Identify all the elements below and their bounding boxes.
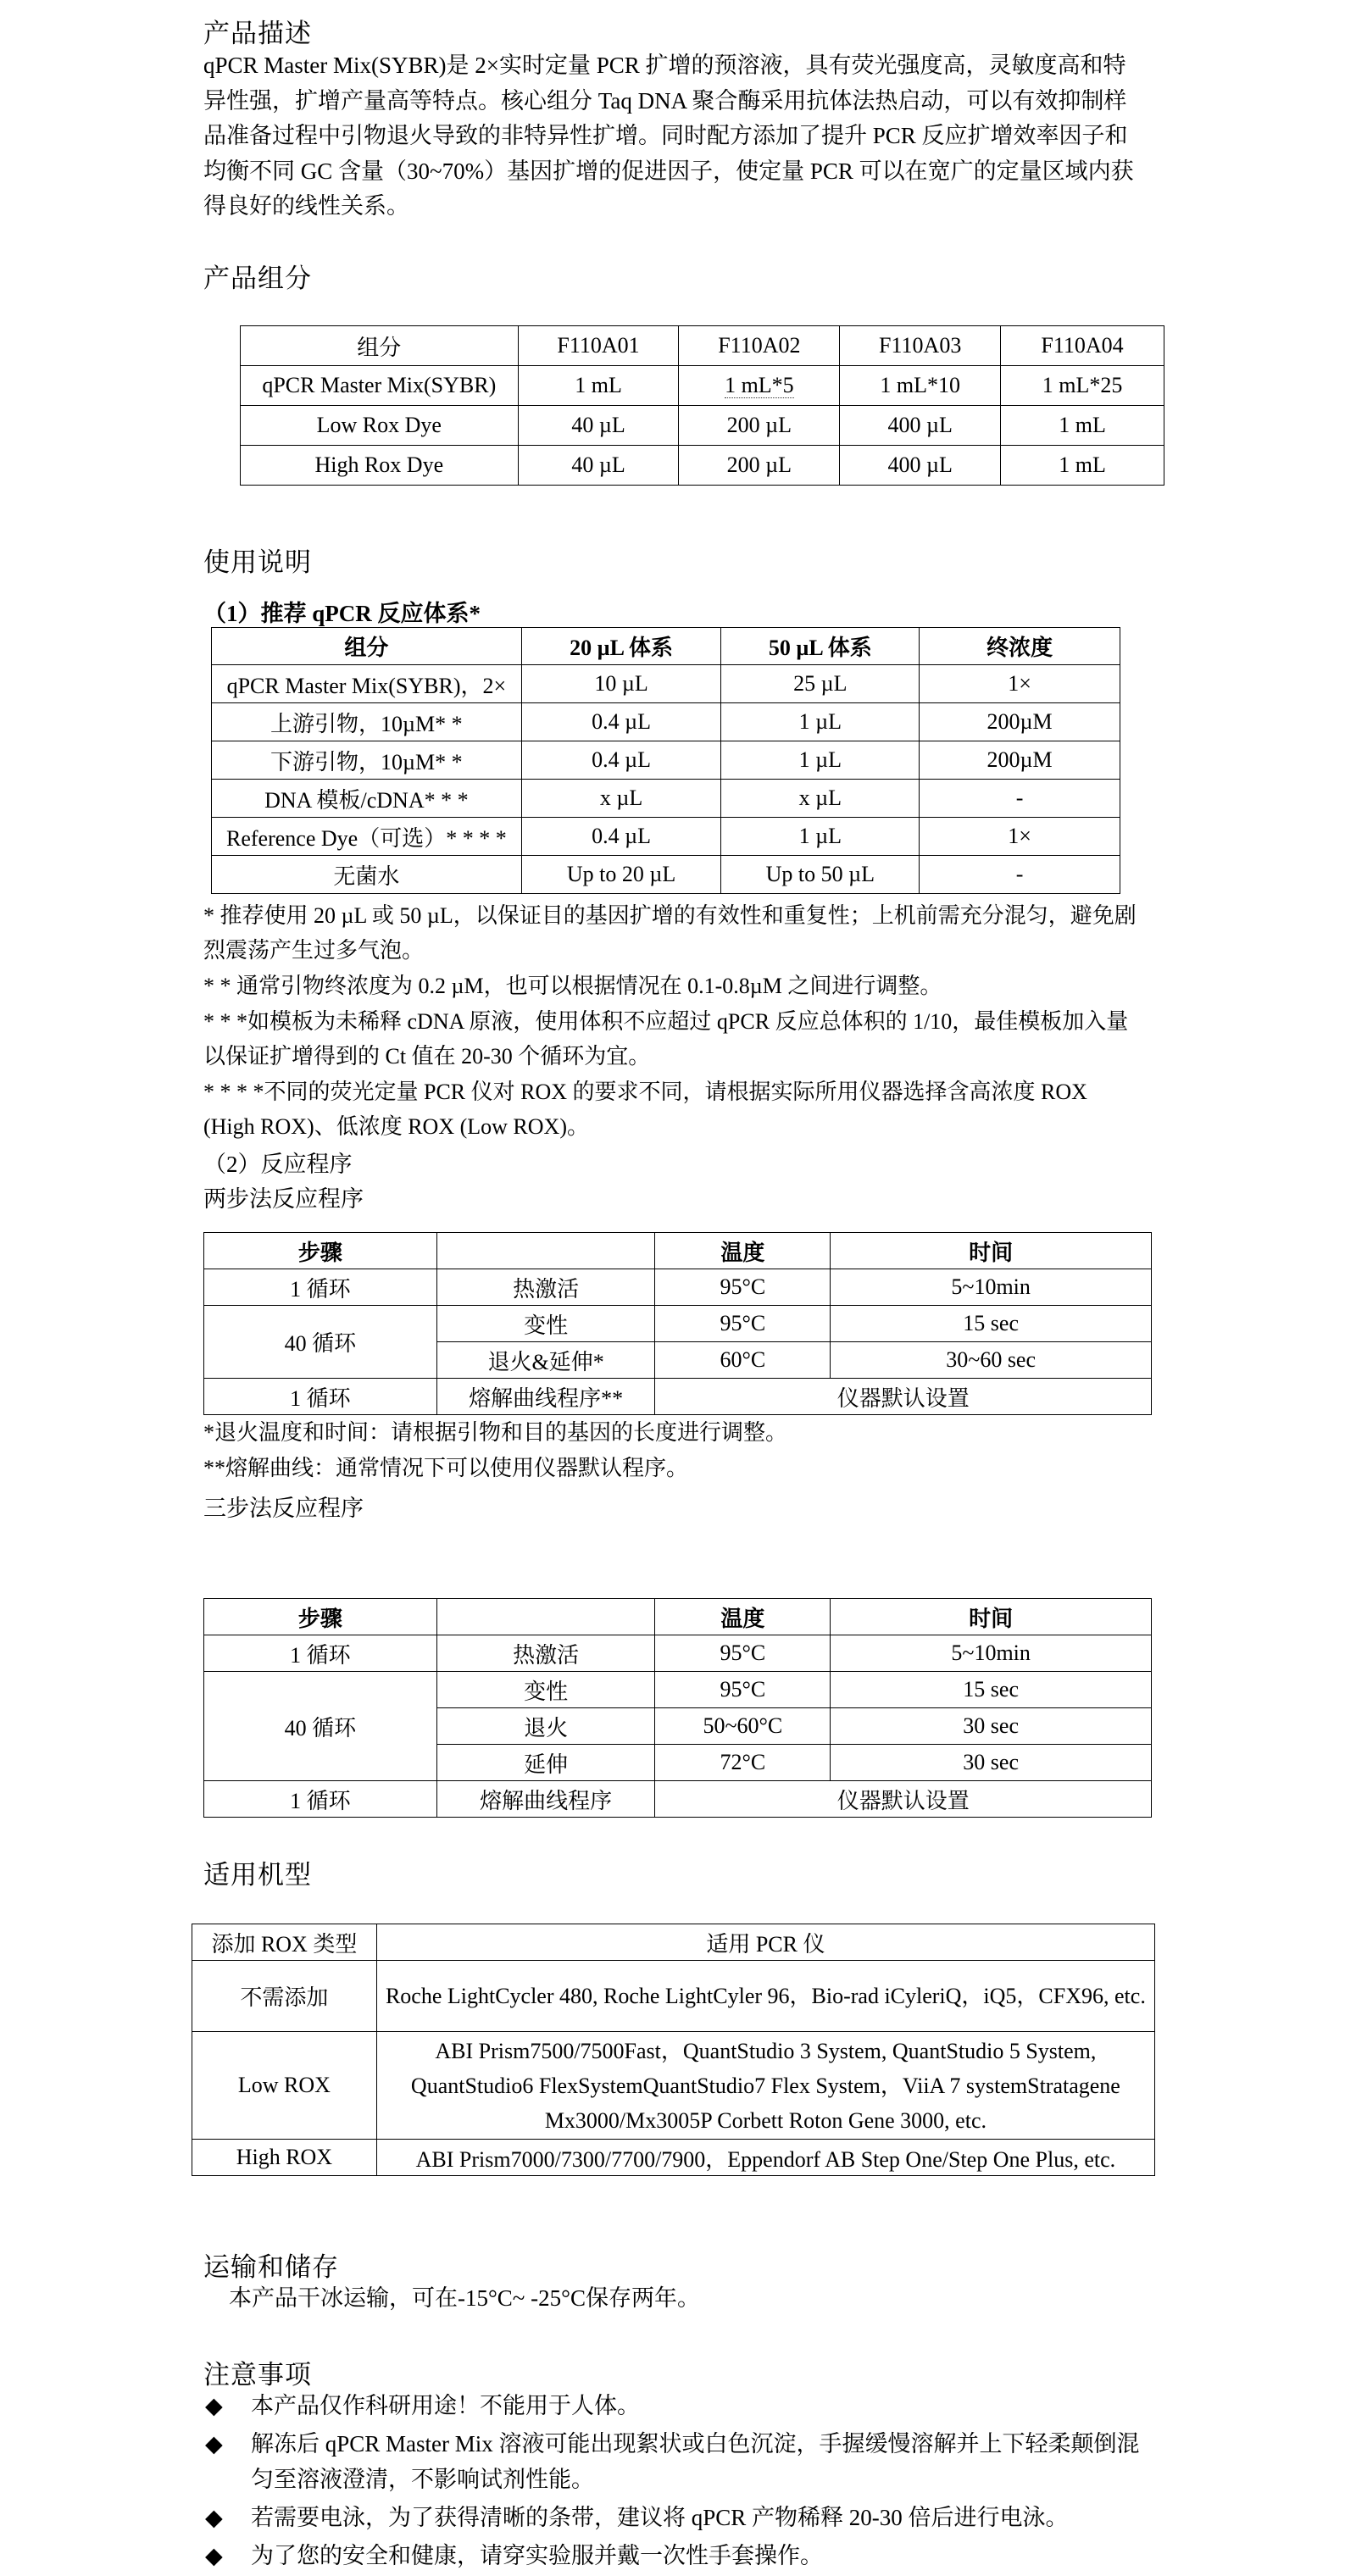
table-cell: 200 µL (679, 446, 840, 486)
table-cell: 15 sec (831, 1672, 1152, 1708)
table-cell (679, 366, 840, 406)
table-cell: 15 sec (831, 1306, 1152, 1342)
table-cell: 0.4 µL (521, 818, 721, 856)
reaction-note: * * 通常引物终浓度为 0.2 µM，也可以根据情况在 0.1-0.8µM 之间进行调整。 (203, 974, 942, 998)
table-cell: 1 循环 (204, 1781, 437, 1818)
table-header-cell: 终浓度 (920, 628, 1120, 665)
usage-heading: 使用说明 (203, 547, 312, 577)
table-header-row (204, 1599, 1152, 1635)
table-header-cell: 组分 (241, 326, 519, 366)
list-item (203, 2388, 1153, 2423)
storage-heading: 运输和储存 (203, 2252, 339, 2282)
reaction-note: * * *如模板为未稀释 cDNA 原液，使用体积不应超过 qPCR 反应总体积的 1/10，最佳模板加入量以保证扩增得到的 Ct 值在 20-30 个循环为宜。 (203, 1009, 1129, 1069)
table-cell: 上游引物，10µM* * (212, 703, 522, 741)
table-cell: qPCR Master Mix(SYBR)，2× (212, 665, 522, 703)
table-header-cell: 适用 PCR 仪 (376, 1924, 1154, 1961)
table-cell: ABI Prism7000/7300/7700/7900，Eppendorf AB Step One/Step One Plus, etc. (376, 2140, 1154, 2176)
table-cell: 热激活 (436, 1269, 655, 1306)
table-cell: 72°C (655, 1745, 831, 1781)
table-row (192, 1961, 1155, 2032)
table-cell: 30 sec (831, 1708, 1152, 1745)
table-cell: x µL (721, 780, 920, 818)
desc-paragraph (203, 48, 1144, 225)
table-cell: 95°C (655, 1306, 831, 1342)
table-header-cell: F110A01 (518, 326, 679, 366)
table-cell: - (920, 856, 1120, 894)
table-cell: 5~10min (831, 1635, 1152, 1672)
two-step-notes (203, 1415, 1144, 1486)
two-step-title: 两步法反应程序 (203, 1186, 364, 1212)
table-cell: 延伸 (436, 1745, 655, 1781)
table-cell: - (920, 780, 1120, 818)
table-header-cell: F110A03 (840, 326, 1001, 366)
table-cell: 1 µL (721, 818, 920, 856)
table-header-row (241, 326, 1164, 366)
table-header-cell: 温度 (655, 1233, 831, 1269)
table-cell: 95°C (655, 1672, 831, 1708)
table-cell: x µL (521, 780, 721, 818)
desc-heading: 产品描述 (203, 19, 312, 48)
table-cell: 下游引物，10µM* * (212, 741, 522, 780)
table-cell: 1 循环 (204, 1379, 437, 1415)
list-item (203, 2500, 1153, 2535)
table-header-row (204, 1233, 1152, 1269)
table-cell: Low ROX (192, 2032, 377, 2140)
table-cell: 200 µL (679, 406, 840, 446)
table-cell: 400 µL (840, 446, 1001, 486)
reaction-table (211, 627, 1120, 894)
table-cell: 1× (920, 665, 1120, 703)
two-step-table (203, 1232, 1152, 1415)
table-cell: 5~10min (831, 1269, 1152, 1306)
table-cell: 0.4 µL (521, 703, 721, 741)
table-header-cell: 时间 (831, 1233, 1152, 1269)
table-header-cell: 组分 (212, 628, 522, 665)
table-cell: 1 mL (1001, 446, 1164, 486)
table-cell: DNA 模板/cDNA* * * (212, 780, 522, 818)
table-cell: 1 mL*10 (840, 366, 1001, 406)
table-header-cell: 步骤 (204, 1599, 437, 1635)
table-row (241, 366, 1164, 406)
table-cell: 退火&延伸* (436, 1342, 655, 1379)
table-header-cell: F110A02 (679, 326, 840, 366)
table-cell: 200µM (920, 741, 1120, 780)
table-row (212, 818, 1120, 856)
table-cell: 变性 (436, 1306, 655, 1342)
table-cell: 仪器默认设置 (655, 1379, 1152, 1415)
table-cell: 50~60°C (655, 1708, 831, 1745)
diamond-bullet-icon: ◆ (205, 2393, 223, 2418)
list-item-text: 本产品仅作科研用途！不能用于人体。 (251, 2393, 640, 2418)
table-cell: 1 µL (721, 703, 920, 741)
table-row (204, 1781, 1152, 1818)
table-header-row (192, 1924, 1155, 1961)
table-cell-text: 1 mL*5 (725, 373, 794, 397)
table-cell: 1 mL (1001, 406, 1164, 446)
three-step-table (203, 1598, 1152, 1818)
table-cell: 变性 (436, 1672, 655, 1708)
table-row (192, 2140, 1155, 2176)
table-cell: Up to 50 µL (721, 856, 920, 894)
three-step-title: 三步法反应程序 (203, 1496, 364, 1521)
table-cell: 退火 (436, 1708, 655, 1745)
program-note: **熔解曲线：通常情况下可以使用仪器默认程序。 (203, 1456, 689, 1480)
reaction-notes (203, 898, 1144, 1145)
table-row (204, 1379, 1152, 1415)
table-cell: 1 µL (721, 741, 920, 780)
table-cell: 0.4 µL (521, 741, 721, 780)
table-row (212, 856, 1120, 894)
table-row (204, 1306, 1152, 1342)
table-cell: 1 循环 (204, 1269, 437, 1306)
table-header-cell (436, 1599, 655, 1635)
table-header-cell: 时间 (831, 1599, 1152, 1635)
table-cell: High Rox Dye (241, 446, 519, 486)
table-cell: Roche LightCycler 480, Roche LightCyler 96，Bio-rad iCyleriQ，iQ5，CFX96, etc. (376, 1961, 1154, 2032)
table-row (212, 741, 1120, 780)
desc-text: qPCR Master Mix(SYBR)是 2×实时定量 PCR 扩增的预溶液，具有荧光强度高，灵敏度高和特异性强，扩增产量高等特点。核心组分 Taq DNA 聚合酶采用抗体法热启动，可以有效抑制样品准备过程中引物退火导致的非特异性扩增。同时配方添加了提升 PCR 反应扩增效率因子和均衡不同 GC 含量（30~70%）基因扩增的促进因子，使定量 PCR 可以在宽广的定量区域内获得良好的线性关系。 (203, 53, 1134, 219)
table-cell: 95°C (655, 1635, 831, 1672)
table-row (204, 1635, 1152, 1672)
table-cell: 40 循环 (204, 1306, 437, 1379)
table-cell: 200µM (920, 703, 1120, 741)
table-header-cell: 步骤 (204, 1233, 437, 1269)
components-heading: 产品组分 (203, 264, 312, 293)
table-cell: 不需添加 (192, 1961, 377, 2032)
table-cell: 1× (920, 818, 1120, 856)
table-header-cell (436, 1233, 655, 1269)
table-cell: High ROX (192, 2140, 377, 2176)
table-cell: qPCR Master Mix(SYBR) (241, 366, 519, 406)
table-cell: Up to 20 µL (521, 856, 721, 894)
table-cell: 熔解曲线程序 (436, 1781, 655, 1818)
table-header-cell: 添加 ROX 类型 (192, 1924, 377, 1961)
table-header-cell: 50 µL 体系 (721, 628, 920, 665)
list-item-text: 为了您的安全和健康，请穿实验服并戴一次性手套操作。 (251, 2543, 823, 2568)
table-cell: 无菌水 (212, 856, 522, 894)
cautions-heading: 注意事项 (203, 2360, 312, 2390)
table-header-cell: F110A04 (1001, 326, 1164, 366)
table-cell: 40 µL (518, 446, 679, 486)
list-item-text: 若需要电泳，为了获得清晰的条带，建议将 qPCR 产物稀释 20-30 倍后进行电泳。 (251, 2505, 1069, 2530)
table-cell: 1 循环 (204, 1635, 437, 1672)
table-cell: 60°C (655, 1342, 831, 1379)
diamond-bullet-icon: ◆ (205, 2431, 223, 2457)
instruments-heading: 适用机型 (203, 1860, 312, 1890)
program-note: *退火温度和时间：请根据引物和目的基因的长度进行调整。 (203, 1420, 788, 1445)
table-row (204, 1269, 1152, 1306)
table-row (212, 665, 1120, 703)
table-cell: 仪器默认设置 (655, 1781, 1152, 1818)
table-cell: 10 µL (521, 665, 721, 703)
table-cell: 30~60 sec (831, 1342, 1152, 1379)
cautions-list (203, 2388, 1153, 2576)
table-cell: 1 mL*25 (1001, 366, 1164, 406)
list-item (203, 2426, 1153, 2497)
table-cell: 热激活 (436, 1635, 655, 1672)
table-cell: 400 µL (840, 406, 1001, 446)
table-header-cell: 20 µL 体系 (521, 628, 721, 665)
storage-text: 本产品干冰运输，可在-15°C~ -25°C保存两年。 (229, 2285, 700, 2311)
table-row (212, 703, 1120, 741)
instruments-table (192, 1924, 1155, 2176)
reaction-note: * * * *不同的荧光定量 PCR 仪对 ROX 的要求不同，请根据实际所用仪器选择含高浓度 ROX (High ROX)、低浓度 ROX (Low ROX)。 (203, 1080, 1087, 1139)
table-cell: ABI Prism7500/7500Fast，QuantStudio 3 System, QuantStudio 5 System, QuantStudio6 FlexSystemQuantStudio7 Flex System，ViiA 7 systemStratagene Mx3000/Mx3005P Corbett Roton Gene 3000, etc. (376, 2032, 1154, 2140)
program-subheading: （2）反应程序 (203, 1152, 353, 1177)
table-row (204, 1672, 1152, 1708)
reaction-note: * 推荐使用 20 µL 或 50 µL，以保证目的基因扩增的有效性和重复性；上机前需充分混匀，避免剧烈震荡产生过多气泡。 (203, 903, 1137, 963)
diamond-bullet-icon: ◆ (205, 2543, 223, 2568)
table-cell: 40 循环 (204, 1672, 437, 1781)
table-cell: Low Rox Dye (241, 406, 519, 446)
table-row (192, 2032, 1155, 2140)
components-table (240, 325, 1164, 486)
table-cell: 40 µL (518, 406, 679, 446)
list-item-text: 解冻后 qPCR Master Mix 溶液可能出现絮状或白色沉淀，手握缓慢溶解并上下轻柔颠倒混匀至溶液澄清，不影响试剂性能。 (251, 2431, 1140, 2492)
table-cell: 25 µL (721, 665, 920, 703)
table-row (241, 446, 1164, 486)
diamond-bullet-icon: ◆ (205, 2505, 223, 2530)
table-header-cell: 温度 (655, 1599, 831, 1635)
reaction-subheading: （1）推荐 qPCR 反应体系* (203, 601, 481, 626)
table-header-row (212, 628, 1120, 665)
table-cell: 熔解曲线程序** (436, 1379, 655, 1415)
list-item (203, 2538, 1153, 2573)
table-cell: 1 mL (518, 366, 679, 406)
table-cell: Reference Dye（可选）* * * * (212, 818, 522, 856)
table-cell: 95°C (655, 1269, 831, 1306)
table-row (241, 406, 1164, 446)
table-row (212, 780, 1120, 818)
table-cell: 30 sec (831, 1745, 1152, 1781)
